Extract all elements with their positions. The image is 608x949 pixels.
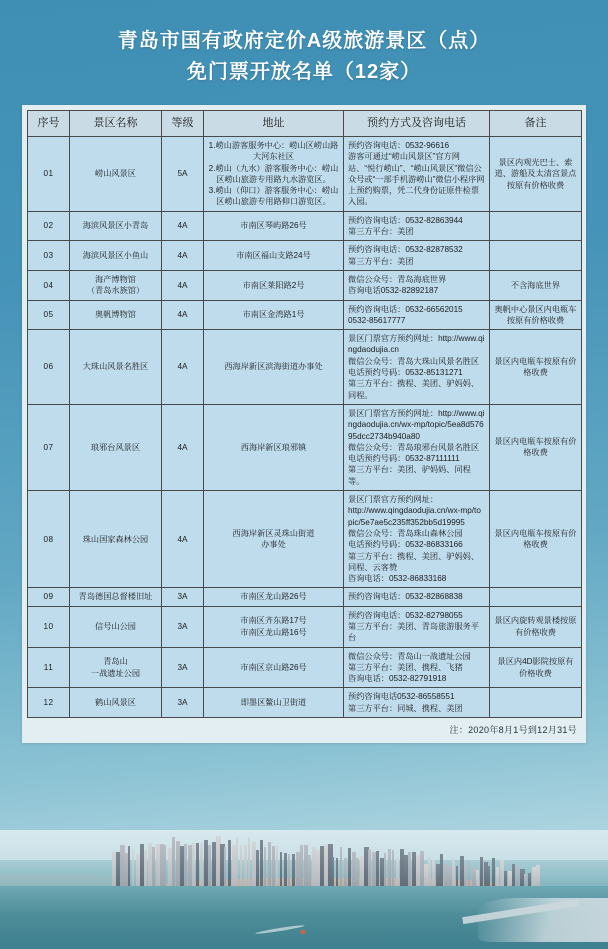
table-header-row <box>28 111 582 137</box>
cell-line: 3.崂山（仰口）游客服务中心：崂山区崂山旅游专用路仰口游览区。 <box>208 186 339 207</box>
cell-no <box>28 211 70 241</box>
cell-reservation <box>344 300 490 330</box>
panorama-building <box>256 850 259 888</box>
cell-remark <box>490 588 582 606</box>
panorama-building <box>292 854 295 888</box>
panorama-building <box>376 851 379 888</box>
cell-level <box>162 491 204 588</box>
cell-level <box>162 688 204 718</box>
panorama-building <box>428 857 431 888</box>
cell-name <box>70 588 162 606</box>
panorama-buoy <box>300 930 306 934</box>
cell-remark <box>490 404 582 490</box>
table-row <box>28 330 582 405</box>
cell-address <box>204 491 344 588</box>
cell-line: 1.崂山游客服务中心：崂山区崂山路大河东社区 <box>208 141 339 162</box>
panorama-building <box>408 852 411 888</box>
cell-line: 4A <box>177 221 188 231</box>
panorama-building <box>516 866 519 888</box>
table-row <box>28 300 582 330</box>
panorama-building <box>392 850 394 888</box>
cell-line: （青岛水族馆） <box>86 286 145 296</box>
cell-line: 02 <box>43 221 54 231</box>
cell-line: 微信公众号：青岛珠山森林公园 <box>348 528 463 538</box>
panorama-building <box>144 850 147 889</box>
cell-address <box>204 241 344 271</box>
cell-line: 咨询电话0532-82892187 <box>348 286 439 296</box>
cell-remark <box>490 491 582 588</box>
cell-no <box>28 491 70 588</box>
cell-remark <box>490 241 582 271</box>
cell-line: 第三方平台：美团、携程、飞猪 <box>348 662 463 672</box>
cell-line: 3A <box>177 592 188 602</box>
panorama-building <box>172 837 175 888</box>
cell-line: 微信公众号：青岛琅邪台风景名胜区 <box>348 442 480 452</box>
cell-no <box>28 606 70 647</box>
panorama-building <box>492 858 495 888</box>
cell-line: 景区内电瓶车按原有价格收费 <box>494 437 577 458</box>
panorama-building <box>244 845 247 888</box>
cell-line: 3A <box>177 621 188 631</box>
cell-remark <box>490 211 582 241</box>
panorama-building <box>264 847 266 888</box>
panorama-building <box>512 864 515 888</box>
panorama-building <box>384 853 386 888</box>
cell-level <box>162 606 204 647</box>
cell-address <box>204 647 344 688</box>
cell-line: 03 <box>43 251 54 261</box>
cell-line: 预约咨询电话0532-86558551 <box>348 692 455 702</box>
cell-reservation <box>344 491 490 588</box>
cell-line: 10 <box>43 621 54 631</box>
panorama-building <box>468 861 470 888</box>
cell-address <box>204 270 344 300</box>
cell-line: 4A <box>177 280 188 290</box>
cell-line: 市南区龙山路16号 <box>240 627 307 637</box>
table-body <box>28 137 582 718</box>
cell-line: 第三方平台：携程、美团、驴妈妈、同程、云客赞 <box>348 551 480 572</box>
cell-line: 第三方平台：美团、青岛旅游服务平台 <box>348 621 480 643</box>
panorama-building <box>332 857 334 888</box>
cell-name <box>70 606 162 647</box>
panorama-building <box>336 858 338 888</box>
cell-line: 第三方平台：美团 <box>348 256 414 266</box>
cell-line: 一战遗址公园 <box>90 668 141 678</box>
cell-address <box>204 404 344 490</box>
cell-level <box>162 330 204 405</box>
cell-reservation <box>344 588 490 606</box>
cell-line: 第三方平台：美团、驴妈妈、同程等。 <box>348 465 471 486</box>
cell-line: 海滨风景区小青岛 <box>82 221 149 231</box>
cell-no <box>28 137 70 212</box>
cell-line: 西海岸新区灵珠山街道 <box>232 528 315 538</box>
footer-note: 注：2020年8月1号到12月31号 <box>449 725 577 736</box>
panorama-building <box>396 858 399 888</box>
cell-line: 4A <box>177 310 188 320</box>
panorama-building <box>260 840 263 888</box>
cell-line: 市南区龙山路26号 <box>240 592 307 602</box>
table-row <box>28 211 582 241</box>
cell-level <box>162 270 204 300</box>
panorama-building <box>284 853 287 889</box>
panorama-building <box>152 847 155 889</box>
cell-line: 预约咨询电话：0532-82798055 <box>348 610 463 620</box>
cell-line: 市南区福山支路24号 <box>236 251 311 261</box>
panorama-building <box>272 846 275 888</box>
cell-line: 珠山国家森林公园 <box>82 534 149 544</box>
cell-level <box>162 300 204 330</box>
panorama-building <box>368 850 371 888</box>
table-row <box>28 606 582 647</box>
cell-line: 市南区金湾路1号 <box>242 310 305 320</box>
panorama-building <box>280 852 282 888</box>
cell-no <box>28 241 70 271</box>
cell-line: 微信公众号：青岛海底世界 <box>348 274 447 284</box>
cell-reservation <box>344 688 490 718</box>
cell-no <box>28 588 70 606</box>
cell-line: 预约咨询电话：0532-66562015 <box>348 304 463 314</box>
panorama-building <box>132 849 134 888</box>
panorama-building <box>432 860 435 888</box>
qingdao-panorama-image <box>0 830 608 949</box>
cell-address <box>204 588 344 606</box>
panorama-building <box>300 845 303 888</box>
cell-line: 青岛德国总督楼旧址 <box>78 592 153 602</box>
cell-address <box>204 137 344 212</box>
cell-line: 游客可通过“崂山风景区”官方网站、“悦行崂山”、“崂山风景区”微信公众号或“一部手机游崂山”微信小程序网上预约购票，凭二代身份证原件检票入园。 <box>348 152 485 207</box>
cell-line: 景区内电瓶车按原有价格收费 <box>494 528 577 550</box>
panorama-building <box>464 866 466 889</box>
cell-address <box>204 300 344 330</box>
panorama-skyline <box>0 830 608 890</box>
panorama-building <box>268 842 271 889</box>
panorama-building <box>128 846 130 888</box>
cell-level <box>162 137 204 212</box>
cell-line: 奥帆中心景区内电瓶车按原有价格收费 <box>494 304 577 325</box>
panorama-building <box>348 848 351 888</box>
cell-line: 微信公众号：青岛山一战遗址公园 <box>348 651 471 661</box>
cell-line: 预约咨询电话：0532-82878532 <box>348 245 463 255</box>
panorama-building <box>308 855 311 888</box>
title-line-2: 免门票开放名单（12家） <box>186 61 422 83</box>
panorama-building <box>536 865 540 888</box>
panorama-building <box>192 843 195 888</box>
cell-line: 电话预约号码：0532-85131271 <box>348 368 463 378</box>
cell-line: 01 <box>43 169 54 179</box>
cell-line: 06 <box>43 362 54 372</box>
page-title <box>0 0 608 88</box>
panorama-building <box>480 857 483 888</box>
cell-line: 2.崂山（九水）游客服务中心：崂山区崂山旅游专用路九水游览区。 <box>208 163 339 184</box>
header-no: 序号 <box>28 111 70 137</box>
panorama-building <box>248 837 250 888</box>
cell-line: 海滨风景区小鱼山 <box>82 251 149 261</box>
panorama-building <box>436 864 440 888</box>
cell-line: 景区内观光巴士、索道、游船及太清宫景点按原有价格收费 <box>494 157 577 190</box>
table-row <box>28 241 582 271</box>
cell-line: 预约咨询电话：0532-82863944 <box>348 215 463 225</box>
cell-level <box>162 241 204 271</box>
title-line-1: 青岛市国有政府定价A级旅游景区（点） <box>117 30 491 52</box>
header-remark: 备注 <box>490 111 582 137</box>
cell-line: 4A <box>177 251 188 261</box>
cell-remark <box>490 647 582 688</box>
cell-line: 景区门票官方预约网址：http://www.qingdaodujia.cn/wx-mp/topic/5ea8d57695dcc2734b940a80 <box>348 408 485 441</box>
cell-line: 不含海底世界 <box>510 280 561 290</box>
header-name: 景区名称 <box>70 111 162 137</box>
cell-remark <box>490 330 582 405</box>
cell-line: 第三方平台：携程、美团、驴妈妈、同程。 <box>348 379 480 400</box>
cell-line: 景区内4D影院按原有价格收费 <box>497 657 574 678</box>
cell-line: 5A <box>177 169 188 179</box>
cell-line: 市南区京山路26号 <box>240 662 307 672</box>
cell-remark <box>490 137 582 212</box>
cell-line: 市南区琴屿路26号 <box>240 221 307 231</box>
cell-line: 景区内电瓶车按原有价格收费 <box>494 356 577 378</box>
cell-line: 电话预约号码：0532-86833166 <box>348 540 463 550</box>
cell-line: 景区门票官方预约网址：http://www.qingdaodujia.cn <box>348 334 485 355</box>
listing-table-frame <box>22 105 586 743</box>
cell-line: 咨询电话：0532-86833168 <box>348 574 447 584</box>
panorama-building <box>196 843 199 889</box>
panorama-building <box>456 866 458 888</box>
cell-name <box>70 270 162 300</box>
cell-line: 07 <box>43 442 54 452</box>
cell-remark <box>490 688 582 718</box>
cell-line: 09 <box>43 592 54 602</box>
cell-line: 预约咨询电话：0532-82868838 <box>348 592 463 602</box>
panorama-building <box>236 837 238 888</box>
scenic-spots-table <box>27 110 582 718</box>
cell-no <box>28 270 70 300</box>
cell-reservation <box>344 647 490 688</box>
cell-reservation <box>344 270 490 300</box>
cell-line: 青岛山 <box>103 657 128 667</box>
cell-no <box>28 647 70 688</box>
cell-line: 第三方平台：美团 <box>348 227 414 237</box>
cell-line: http://www.qingdaodujia.cn/wx-mp/topic/5e7ae5c235ff352bb5d19995 <box>348 506 481 527</box>
cell-line: 05 <box>43 310 54 320</box>
panorama-building <box>288 854 290 888</box>
cell-line: 大珠山风景名胜区 <box>82 362 149 372</box>
cell-line: 海产博物馆 <box>95 274 136 284</box>
cell-line: 市南区齐东路17号 <box>240 616 307 626</box>
panorama-building <box>316 850 320 889</box>
cell-reservation <box>344 211 490 241</box>
cell-no <box>28 300 70 330</box>
panorama-building <box>488 866 490 888</box>
cell-line: 4A <box>177 442 188 452</box>
panorama-building <box>224 847 226 889</box>
cell-level <box>162 404 204 490</box>
cell-line: 3A <box>177 662 188 672</box>
panorama-building <box>296 852 300 888</box>
cell-remark <box>490 270 582 300</box>
cell-name <box>70 404 162 490</box>
cell-address <box>204 211 344 241</box>
cell-line: 12 <box>43 698 54 708</box>
panorama-building <box>388 849 391 888</box>
panorama-building <box>324 845 328 888</box>
cell-line: 咨询电话：0532-82791918 <box>348 674 447 684</box>
cell-line: 琅邪台风景区 <box>90 442 141 452</box>
cell-line: 第三方平台：同城、携程、美团 <box>348 703 463 713</box>
cell-line: 崂山风景区 <box>95 169 136 179</box>
cell-line: 3A <box>177 698 188 708</box>
cell-line: 信号山公园 <box>95 621 136 631</box>
cell-reservation <box>344 241 490 271</box>
cell-no <box>28 688 70 718</box>
header-reservation: 预约方式及咨询电话 <box>344 111 490 137</box>
table-row <box>28 647 582 688</box>
panorama-building <box>240 845 242 888</box>
cell-line: 08 <box>43 534 54 544</box>
cell-remark <box>490 300 582 330</box>
cell-remark <box>490 606 582 647</box>
cell-address <box>204 330 344 405</box>
cell-no <box>28 404 70 490</box>
cell-line: 西海岸新区琅邪镇 <box>240 442 307 452</box>
panorama-building <box>228 840 231 888</box>
panorama-building <box>356 858 359 888</box>
cell-reservation <box>344 404 490 490</box>
cell-name <box>70 137 162 212</box>
panorama-building <box>344 858 347 888</box>
cell-name <box>70 211 162 241</box>
cell-address <box>204 688 344 718</box>
cell-line: 4A <box>177 362 188 372</box>
cell-reservation <box>344 137 490 212</box>
table-row <box>28 491 582 588</box>
cell-reservation <box>344 330 490 405</box>
cell-level <box>162 211 204 241</box>
cell-line: 电话预约号码：0532-87111111 <box>348 454 460 464</box>
cell-line: 预约咨询电话：0532-96616 <box>348 141 450 150</box>
cell-no <box>28 330 70 405</box>
table-row <box>28 270 582 300</box>
cell-name <box>70 491 162 588</box>
cell-line: 景区内旋转观景楼按原有价格收费 <box>494 616 577 637</box>
cell-reservation <box>344 606 490 647</box>
cell-line: 0532-85617777 <box>348 315 406 325</box>
cell-name <box>70 688 162 718</box>
table-row <box>28 137 582 212</box>
cell-name <box>70 241 162 271</box>
cell-line: 即墨区鳌山卫街道 <box>240 698 307 708</box>
cell-line: 市南区莱阳路2号 <box>242 280 305 290</box>
cell-line: 11 <box>43 662 54 672</box>
panorama-building <box>208 845 211 888</box>
header-level: 等级 <box>162 111 204 137</box>
panorama-building <box>276 845 278 888</box>
cell-line: 微信公众号：青岛大珠山风景名胜区 <box>348 356 480 366</box>
table-row <box>28 688 582 718</box>
header-address: 地址 <box>204 111 344 137</box>
panorama-building <box>340 847 342 888</box>
cell-line: 西海岸新区滨海街道办事处 <box>224 362 323 372</box>
panorama-building <box>184 844 187 888</box>
cell-address <box>204 606 344 647</box>
cell-line: 办事处 <box>261 540 286 550</box>
panorama-building <box>200 843 203 888</box>
cell-name <box>70 647 162 688</box>
cell-level <box>162 588 204 606</box>
table-row <box>28 404 582 490</box>
table-row <box>28 588 582 606</box>
cell-line: 鹤山风景区 <box>95 698 136 708</box>
panorama-building <box>452 858 455 888</box>
cell-name <box>70 300 162 330</box>
panorama-building <box>496 867 499 888</box>
panorama-building <box>164 845 166 888</box>
cell-line: 04 <box>43 280 54 290</box>
cell-name <box>70 330 162 405</box>
cell-line: 4A <box>177 534 188 544</box>
cell-level <box>162 647 204 688</box>
cell-line: 景区门票官方预约网址： <box>348 495 439 505</box>
cell-line: 奥帆博物馆 <box>95 310 136 320</box>
panorama-building <box>440 854 443 888</box>
